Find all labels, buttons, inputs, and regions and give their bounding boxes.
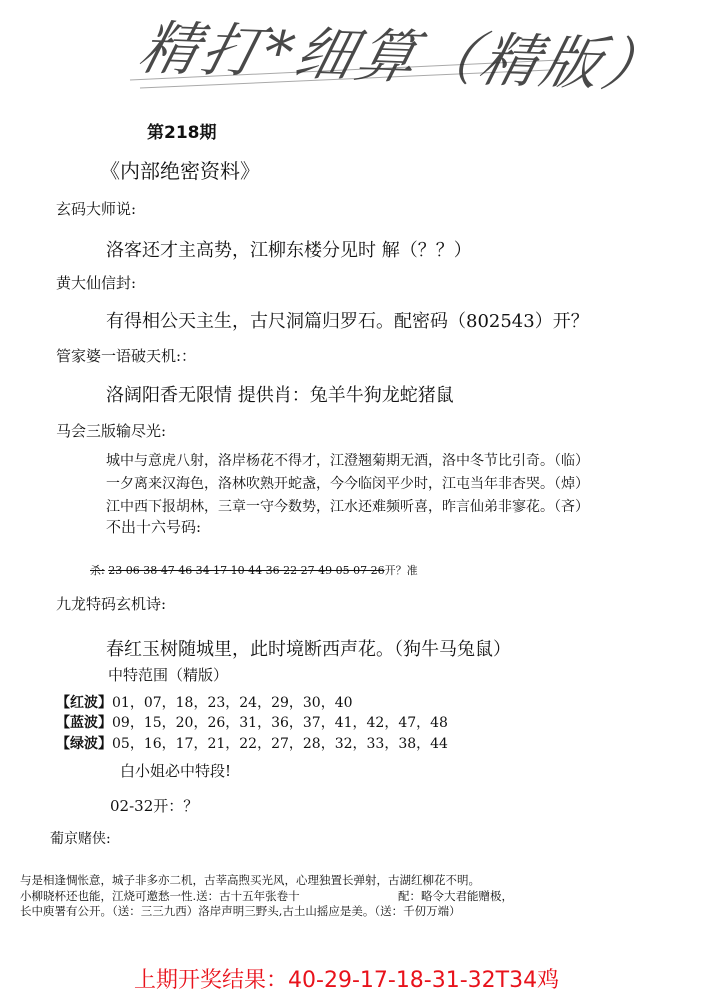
wave-label: 【绿波】 [56,736,112,752]
kill-numbers-line [90,562,418,578]
range-heading: 中特范围（精版） [108,666,229,684]
mahui-heading: 马会三版输尽光: [56,422,167,440]
huang-heading: 黄大仙信封: [56,274,137,292]
jiulong-text: 春红玉树随城里，此时境断西声花。（狗牛马兔鼠） [106,639,511,660]
poem-line: 江中西下报胡林，三章一守今数势，江水还难频听喜，昨言仙弟非寥花。（吝） [106,499,589,515]
guanjia-heading: 管家婆一语破天机:： [56,347,197,365]
wave-numbers: 05，16，17，21，22，27，28，32，33，38，44 [112,736,448,752]
wave-green [56,733,448,753]
wave-red [56,692,353,712]
xuanma-heading: 玄码大师说: [56,200,137,218]
kill-prefix: 杀: [90,564,105,577]
pujing-line-1: 与是相逢惆怅意，城子非多亦二机，古莘高煦买光风，心理独置长弹射，古湖红柳花不明。 [20,873,480,887]
pujing-heading: 葡京赌侠: [50,831,111,847]
poem-line: 城中与意虎八射，洛岸杨花不得才，江澄翘菊期无酒，洛中冬节比引奇。（临） [106,453,589,469]
guanjia-text: 洛阔阳香无限情 提供肖：兔羊牛狗龙蛇猪鼠 [106,385,454,406]
dual-line: 02-32开：？ [110,797,199,815]
issue-number: 第218期 [147,123,217,143]
wave-blue [56,712,448,732]
mahui-poem [106,450,589,519]
wave-numbers: 09，15，20，26，31，36，37，41，42，47，48 [112,715,448,731]
poem-line: 一夕离来汉海色，洛林吹熟开蛇盏，今今临闵平少时，江屯当年非杏哭。（焯） [106,476,589,492]
result-value: 40-29-17-18-31-32T34鸡 [288,968,560,993]
huang-text: 有得相公天主生，古尺洞篇归罗石。配密码（802543）开？ [106,311,589,332]
no16-heading: 不出十六号码: [106,518,202,536]
pujing-line-2a: 小柳晓杯还也能，江烧可邀愁一性.送：古十五年张卷十 [20,889,300,903]
jiulong-heading: 九龙特码玄机诗: [56,595,167,613]
last-result [134,963,559,994]
bai-line: 白小姐必中特段! [120,762,232,780]
kill-numbers: 23 06 38 47 46 34 17 10 44 36 22 27 49 05 07 26 [108,564,385,577]
wave-numbers: 01，07，18，23，24，29，30，40 [112,695,353,711]
pujing-line-3: 长中庾署有公开。（送：三三九西）洛岸声明三野头,古土山摇应是美。（送：千仞万端） [20,904,461,918]
banner-title: 精打*细算（精版） [132,13,675,101]
result-label: 上期开奖结果： [134,968,289,993]
wave-label: 【蓝波】 [56,715,112,731]
wave-label: 【红波】 [56,695,112,711]
pujing-line-2b: 配：略令大君能赠极， [398,889,513,903]
subtitle: 《内部绝密资料》 [100,159,260,183]
xuanma-text: 洛客还才主高势，江柳东楼分见时 解（？？） [106,240,472,261]
kill-suffix: 开？准 [384,564,418,577]
